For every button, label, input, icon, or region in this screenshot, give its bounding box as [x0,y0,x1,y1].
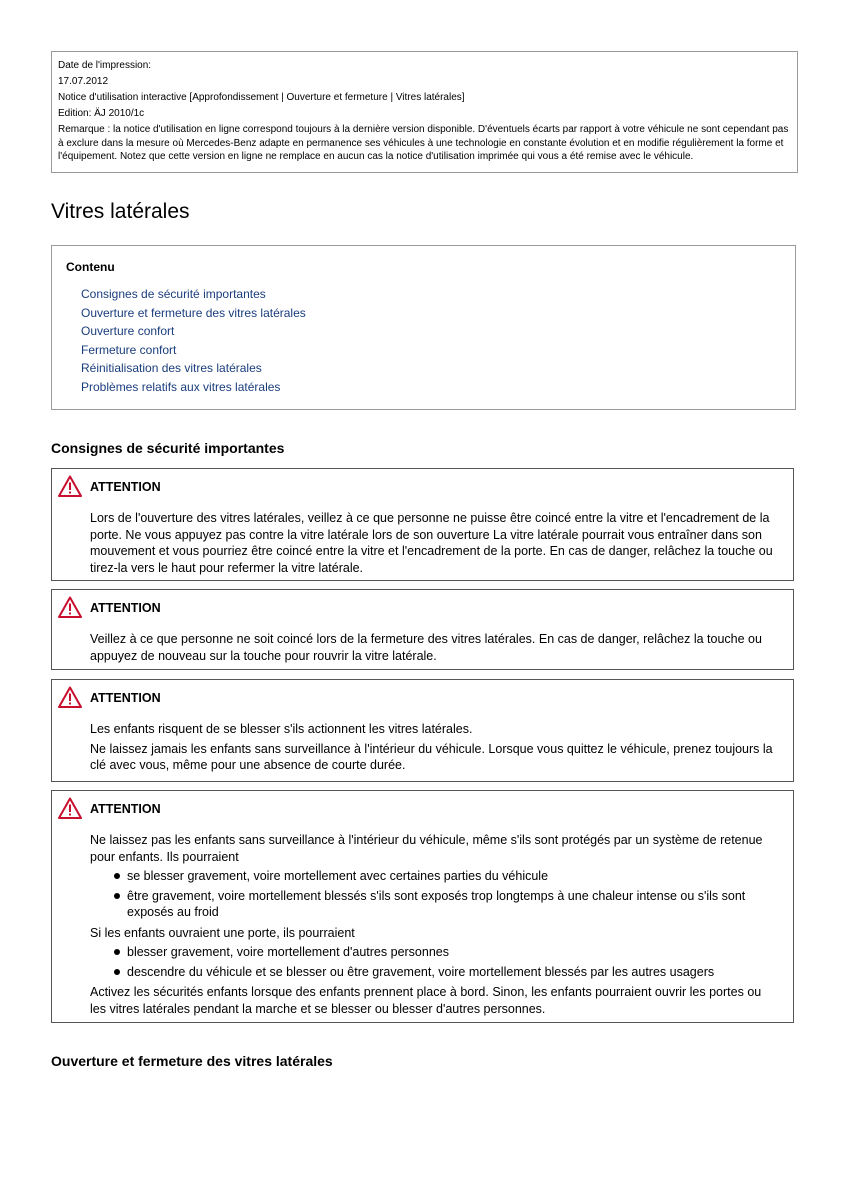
warning-text: Activez les sécurités enfants lorsque des enfants prennent place à bord. Sinon, les enfants pourraient ouvrir les portes ou les vitres latérales pendant la marche et se blesser ou blesser d'autres personnes. [90,985,762,1016]
warning-box [51,589,794,670]
table-of-contents [51,245,796,410]
notice-path: Notice d'utilisation interactive [Approfondissement | Ouverture et fermeture | Vitres latérales] [58,92,465,103]
list-item: descendre du véhicule et se blesser ou être gravement, voire mortellement blessés par les autres usagers [127,964,773,981]
warning-label: ATTENTION [90,691,161,705]
list-item: être gravement, voire mortellement blessés s'ils sont exposés trop longtemps à une chaleur intense ou s'ils sont exposés au froid [127,888,773,921]
section-heading-safety: Consignes de sécurité importantes [51,440,285,456]
warning-body [90,832,773,1020]
toc-title: Contenu [66,260,115,274]
warning-text: Veillez à ce que personne ne soit coincé lors de la fermeture des vitres latérales. En cas de danger, relâchez la touche ou appuyez de nouveau sur la touche pour rouvrir la vitre latérale. [90,632,762,663]
toc-link-reset[interactable]: Réinitialisation des vitres latérales [81,361,262,376]
warning-box [51,790,794,1023]
page-title: Vitres latérales [51,200,190,223]
warning-triangle-icon [58,686,82,708]
toc-link-comfort-closing[interactable]: Fermeture confort [81,342,177,357]
toc-link-problems[interactable]: Problèmes relatifs aux vitres latérales [81,379,281,394]
toc-link-safety[interactable]: Consignes de sécurité importantes [81,287,266,301]
list-item: blesser gravement, voire mortellement d'autres personnes [127,944,773,961]
warning-triangle-icon [58,596,82,618]
toc-link-comfort-opening[interactable]: Ouverture confort [81,324,175,339]
print-date: 17.07.2012 [58,76,109,87]
warning-text: Les enfants risquent de se blesser s'ils actionnent les vitres latérales. [90,722,473,736]
edition: Edition: ÄJ 2010/1c [58,108,145,119]
remark: Remarque : la notice d'utilisation en ligne correspond toujours à la dernière version disponible. D'éventuels écarts par rapport à votre véhicule ne sont cependant pas à exclure dans la mesure où Mercedes-Benz adapte en permanence ses véhicules à une technologie en constante évolution et en modifie régulièrement la forme et l'équipement. Notez que cette version en ligne ne remplace en aucun cas la notice d'utilisation imprimée qui vous a été remise avec le véhicule. [58,124,789,162]
warning-body [90,631,773,667]
toc-list [81,285,306,397]
bullet-list [90,944,773,980]
warning-text: Ne laissez jamais les enfants sans surveillance à l'intérieur du véhicule. Lorsque vous quittez le véhicule, prenez toujours la clé avec vous, même pour une absence de courte durée. [90,741,773,772]
warning-label: ATTENTION [90,601,161,615]
warning-body [90,721,773,777]
warning-text: Lors de l'ouverture des vitres latérales, veillez à ce que personne ne puisse être coincé entre la vitre et l'encadrement de la porte. Ne vous appuyez pas contre la vitre latérale lors de son ouverture La vitre latérale pourrait vous entraîner dans son mouvement et vous pourriez être coincé entre la vitre et l'encadrement de la porte. En cas de danger, relâchez la touche ou tirez-la vers le haut pour refermer la vitre latérale. [90,511,773,575]
warning-triangle-icon [58,475,82,497]
list-item: se blesser gravement, voire mortellement avec certaines parties du véhicule [127,868,773,885]
warning-label: ATTENTION [90,480,161,494]
warning-text: Ne laissez pas les enfants sans surveillance à l'intérieur du véhicule, même s'ils sont protégés par un système de retenue pour enfants. Ils pourraient [90,833,763,864]
toc-link-opening-closing[interactable]: Ouverture et fermeture des vitres latérales [81,305,306,320]
section-heading-opening-closing: Ouverture et fermeture des vitres latérales [51,1053,333,1069]
bullet-list [90,868,773,921]
warning-box [51,468,794,581]
warning-label: ATTENTION [90,802,161,816]
warning-body [90,510,773,579]
print-date-label: Date de l'impression: [58,60,152,71]
warning-box [51,679,794,782]
warning-triangle-icon [58,797,82,819]
warning-text: Si les enfants ouvraient une porte, ils pourraient [90,925,355,940]
print-info-box [51,51,798,173]
